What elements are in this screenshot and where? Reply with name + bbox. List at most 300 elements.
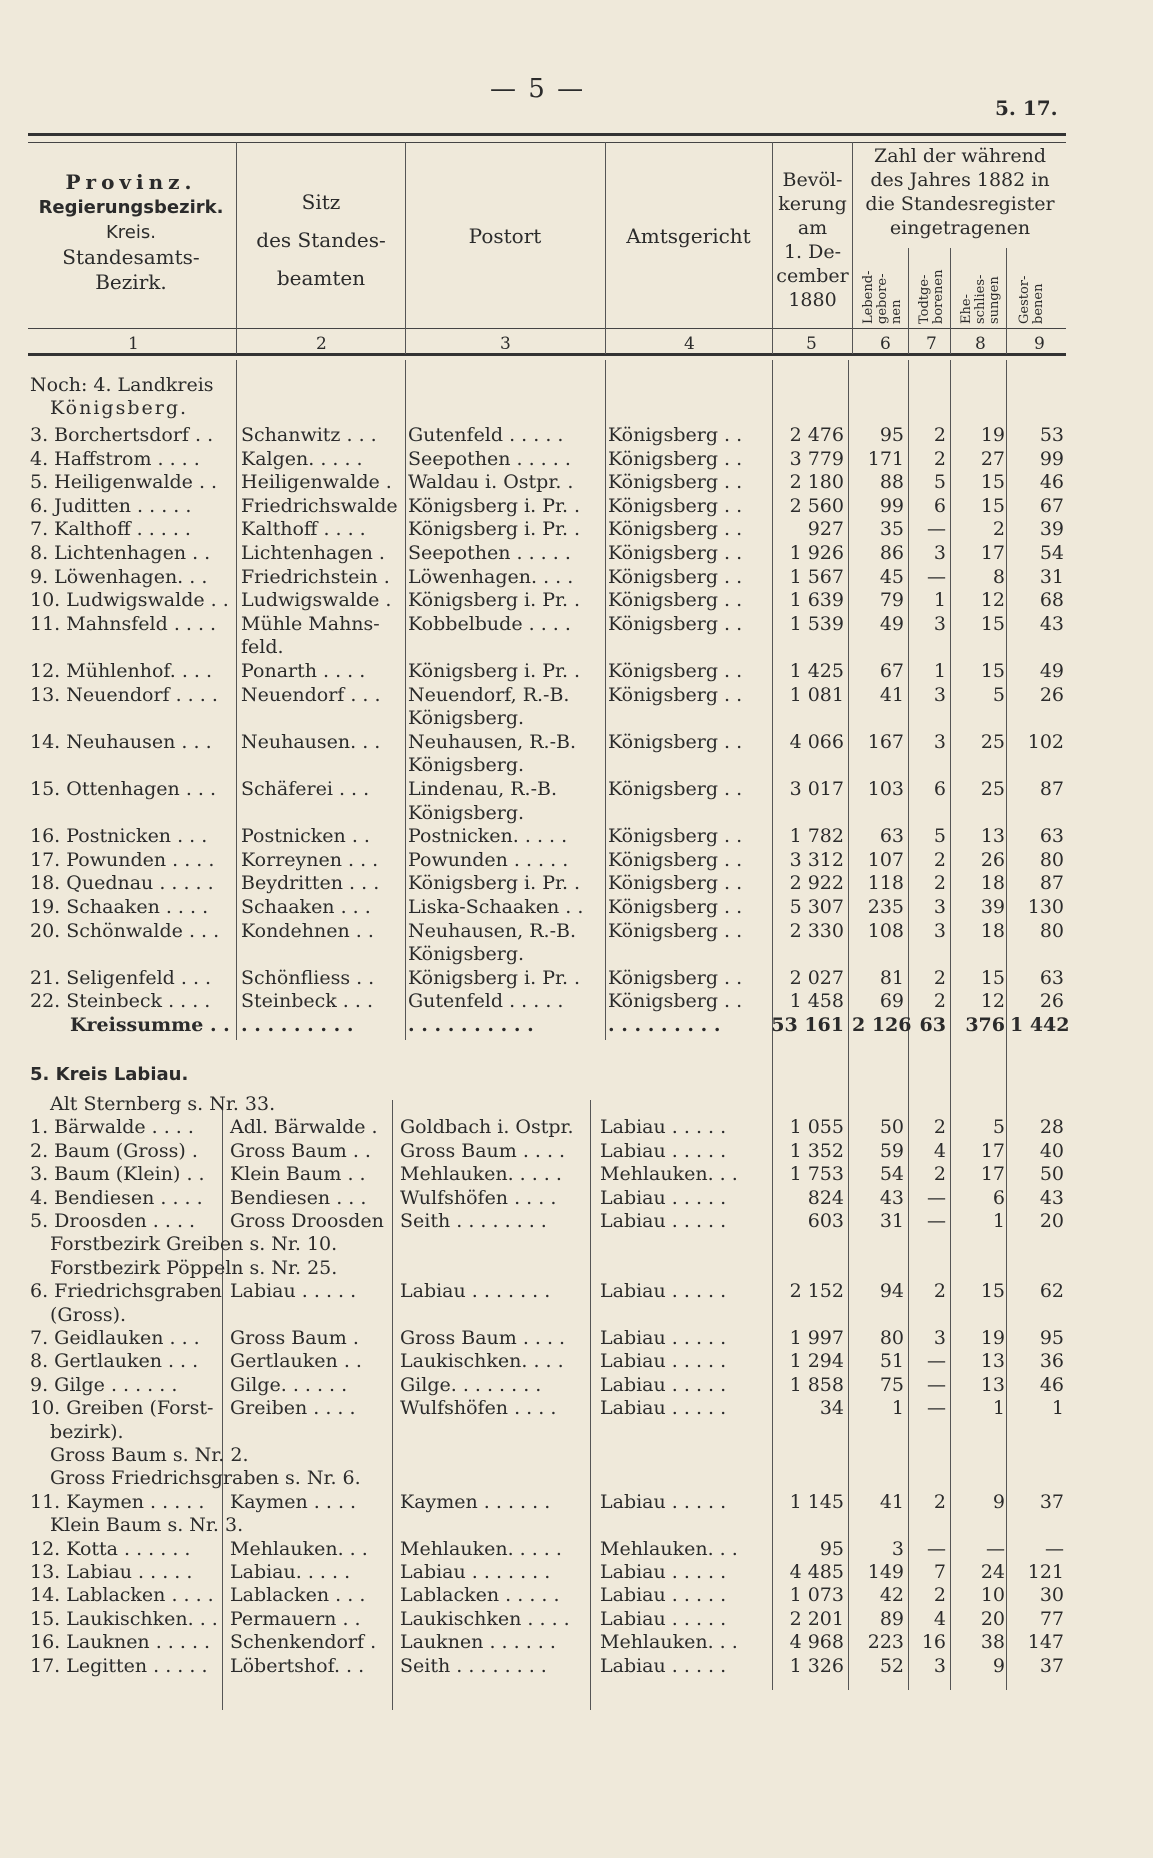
sec5-row bbox=[0, 1654, 1153, 1678]
sec5-cell-court: Labiau . . . . . bbox=[600, 1350, 727, 1373]
header-amtsgericht: Amtsgericht bbox=[626, 224, 751, 248]
sec4-cell-deaths: 43 bbox=[1039, 612, 1064, 635]
header-eheschliessungen: Ehe-schlies-sungen bbox=[959, 274, 1002, 324]
sec5-cell-district: 15. Laukischken. . . bbox=[30, 1607, 218, 1630]
sec4-cell-registrar-seat: Kalgen. . . . . bbox=[241, 447, 363, 470]
sec5-cell-registrar-seat: Adl. Bärwalde . bbox=[230, 1116, 378, 1139]
header-lebendgeborenen: Lebend-gebore-nen bbox=[861, 270, 904, 324]
sec4-cell-court: Königsberg . . bbox=[608, 825, 743, 848]
col-number-6: 6 bbox=[880, 334, 891, 354]
sec4-cell-post-office: Powunden . . . . . bbox=[408, 848, 569, 871]
sec5-cell-population: 1 997 bbox=[789, 1327, 844, 1349]
sec5-row bbox=[0, 1513, 1153, 1537]
sec5-cell-stillbirths: 2 bbox=[933, 1116, 946, 1139]
sec4-row bbox=[0, 848, 1153, 872]
sec4-cell-stillbirths: — bbox=[927, 518, 946, 541]
sec5-cell-marriages: 9 bbox=[992, 1654, 1005, 1677]
sec5-row bbox=[0, 1490, 1153, 1514]
sec5-cell-live-births: 59 bbox=[879, 1139, 904, 1162]
sec5-cell-population: 1 055 bbox=[789, 1116, 844, 1139]
sec5-cell-population: 34 bbox=[819, 1397, 844, 1420]
sec4-cell-deaths: 26 bbox=[1039, 990, 1064, 1013]
sec4-cell-stillbirths: 63 bbox=[919, 1014, 946, 1036]
sec5-row bbox=[0, 1139, 1153, 1163]
sec5-cell-court: Labiau . . . . . bbox=[600, 1584, 727, 1607]
sec4-row bbox=[0, 541, 1153, 565]
sec5-cell-court: Labiau . . . . . bbox=[600, 1607, 727, 1630]
sec5-cell-marriages: 6 bbox=[992, 1186, 1005, 1209]
sec5-cell-population: 1 073 bbox=[789, 1584, 844, 1607]
sec4-cell-post-office: Königsberg i. Pr. . bbox=[408, 872, 581, 895]
sec5-cell-live-births: 54 bbox=[879, 1163, 904, 1186]
sec4-cell-court: Königsberg . . bbox=[608, 919, 743, 942]
sec5-cell-marriages: 19 bbox=[980, 1327, 1005, 1349]
sec5-cell-live-births: 1 bbox=[891, 1397, 904, 1420]
sec5-cell-court: Labiau . . . . . bbox=[600, 1186, 727, 1209]
sec5-cell-post-office: Gross Baum . . . . bbox=[400, 1139, 566, 1162]
sec5-cell-district: 10. Greiben (Forst- bbox=[30, 1397, 214, 1420]
sec4-cell-district: 15. Ottenhagen . . . bbox=[30, 778, 217, 800]
sec4-cell-marriages: 26 bbox=[980, 848, 1005, 871]
sec4-cell-post-office: Königsberg. bbox=[408, 707, 525, 730]
sec5-cell-stillbirths: 4 bbox=[933, 1139, 946, 1162]
sec4-cell-marriages: 15 bbox=[980, 612, 1005, 635]
sec5-cell-post-office: Laukischken . . . . bbox=[400, 1607, 570, 1630]
sec4-cell-population: 1 782 bbox=[789, 825, 844, 848]
sec4-cell-registrar-seat: Lichtenhagen . bbox=[241, 542, 385, 564]
sec4-cell-post-office: Königsberg i. Pr. . bbox=[408, 494, 581, 517]
sec5-cell-court: Labiau . . . . . bbox=[600, 1490, 727, 1513]
sec4-cell-population: 1 567 bbox=[789, 565, 844, 588]
sec4-cell-court: Königsberg . . bbox=[608, 471, 743, 494]
sec5-cell-live-births: 43 bbox=[879, 1186, 904, 1209]
sec4-cell-population: 53 161 bbox=[771, 1014, 844, 1036]
sec5-cell-district: 8. Gertlauken . . . bbox=[30, 1350, 199, 1373]
sec4-row bbox=[0, 588, 1153, 612]
sec4-cell-population: 2 027 bbox=[789, 966, 844, 989]
sec4-cell-court: . . . . . . . . . bbox=[608, 1014, 721, 1036]
sec4-row bbox=[0, 989, 1153, 1013]
sec4-cell-district: 19. Schaaken . . . . bbox=[30, 896, 209, 918]
sec4-cell-live-births: 88 bbox=[879, 471, 904, 494]
sec5-cell-district: 14. Lablacken . . . . bbox=[30, 1584, 214, 1607]
sec5-cell-marriages: 15 bbox=[980, 1280, 1005, 1303]
sec4-cell-deaths: 102 bbox=[1027, 730, 1064, 753]
sec4-row bbox=[0, 494, 1153, 518]
sec5-cell-registrar-seat: Kaymen . . . . bbox=[230, 1490, 357, 1513]
sec5-cell-marriages: 1 bbox=[992, 1210, 1005, 1232]
sec4-cell-deaths: 63 bbox=[1039, 966, 1064, 989]
sec4-cell-court: Königsberg . . bbox=[608, 683, 743, 706]
sec5-cell-district: 17. Legitten . . . . . bbox=[30, 1654, 208, 1677]
sec5-row bbox=[0, 1443, 1153, 1467]
sec5-cell-post-office: Seith . . . . . . . . bbox=[400, 1654, 547, 1677]
sec5-cell-district: 12. Kotta . . . . . . bbox=[30, 1537, 191, 1560]
header-todtgeborenen: Todtge-borenen bbox=[917, 269, 946, 324]
sec5-cell-stillbirths: 2 bbox=[933, 1490, 946, 1513]
sec4-cell-stillbirths: 3 bbox=[933, 919, 946, 942]
sec4-row bbox=[0, 635, 1153, 659]
sec4-cell-marriages: 25 bbox=[980, 778, 1005, 800]
sec5-cell-deaths: 1 bbox=[1051, 1397, 1064, 1420]
sec4-cell-registrar-seat: Heiligenwalde . bbox=[241, 471, 392, 494]
sec5-cell-marriages: 10 bbox=[980, 1584, 1005, 1607]
sec4-row bbox=[0, 966, 1153, 990]
sec5-cell-marriages: 9 bbox=[992, 1490, 1005, 1513]
sec4-cell-district: 3. Borchertsdorf . . bbox=[30, 424, 214, 446]
sec4-cell-registrar-seat: Schönfliess . . bbox=[241, 966, 375, 989]
sec4-cell-court: Königsberg . . bbox=[608, 447, 743, 470]
sec5-cell-post-office: Gross Baum . . . . bbox=[400, 1327, 566, 1349]
sec5-cell-post-office: Wulfshöfen . . . . bbox=[400, 1186, 557, 1209]
sec4-cell-court: Königsberg . . bbox=[608, 990, 743, 1013]
sec5-row bbox=[0, 1326, 1153, 1350]
sec4-cell-court: Königsberg . . bbox=[608, 542, 743, 564]
sec4-cell-stillbirths: 6 bbox=[933, 494, 946, 517]
sec4-cell-live-births: 107 bbox=[867, 848, 904, 871]
sec5-cell-district: bezirk). bbox=[50, 1420, 124, 1443]
sec5-cell-live-births: 94 bbox=[879, 1280, 904, 1303]
sec4-cell-registrar-seat: Schäferei . . . bbox=[241, 778, 370, 800]
sec4-cell-deaths: 87 bbox=[1039, 778, 1064, 800]
col-number-7: 7 bbox=[926, 334, 937, 354]
sec5-row bbox=[0, 1420, 1153, 1444]
sec5-cell-registrar-seat: Gilge. . . . . . bbox=[230, 1373, 348, 1396]
sec4-cell-deaths: 31 bbox=[1039, 565, 1064, 588]
header-bottom-rule bbox=[28, 353, 1066, 356]
sec4-cell-deaths: 67 bbox=[1039, 494, 1064, 517]
sec5-cell-deaths: 37 bbox=[1039, 1654, 1064, 1677]
sec5-cell-stillbirths: 4 bbox=[933, 1607, 946, 1630]
sec4-cell-live-births: 63 bbox=[879, 825, 904, 848]
header-provinz: Provinz. bbox=[65, 170, 197, 194]
sec4-cell-population: 1 425 bbox=[789, 660, 844, 682]
sec5-cell-population: 2 201 bbox=[789, 1607, 844, 1630]
sec4-cell-stillbirths: 1 bbox=[933, 660, 946, 682]
sec4-cell-stillbirths: 2 bbox=[933, 447, 946, 470]
header-col2 bbox=[238, 183, 404, 297]
sec4-cell-live-births: 49 bbox=[879, 612, 904, 635]
sec4-row bbox=[0, 871, 1153, 895]
sec4-cell-district: 10. Ludwigswalde . . bbox=[30, 589, 229, 612]
sec4-row bbox=[0, 612, 1153, 636]
sec5-cell-marriages: 13 bbox=[980, 1373, 1005, 1396]
sec4-cell-population: 3 017 bbox=[789, 778, 844, 800]
sec4-cell-district: 6. Juditten . . . . . bbox=[30, 494, 192, 517]
col-number-9: 9 bbox=[1034, 334, 1045, 354]
header-beamten: beamten bbox=[276, 266, 366, 290]
sec5-cell-court: Labiau . . . . . bbox=[600, 1116, 727, 1139]
sec4-cell-live-births: 167 bbox=[867, 730, 904, 753]
sec4-cell-stillbirths: 2 bbox=[933, 966, 946, 989]
section-4-title: Noch: 4. Landkreis bbox=[30, 374, 214, 396]
sec4-cell-stillbirths: 1 bbox=[933, 589, 946, 612]
sec4-cell-population: 4 066 bbox=[789, 730, 844, 753]
sec4-cell-stillbirths: 5 bbox=[933, 471, 946, 494]
sec4-cell-court: Königsberg . . bbox=[608, 612, 743, 635]
sec5-cell-deaths: 43 bbox=[1039, 1186, 1064, 1209]
sec5-cell-court: Labiau . . . . . bbox=[600, 1327, 727, 1349]
sec5-cell-district: 9. Gilge . . . . . . bbox=[30, 1373, 178, 1396]
sec4-cell-registrar-seat: Neuhausen. . . bbox=[241, 730, 381, 753]
header-group-line2: des Jahres 1882 in bbox=[870, 169, 1050, 191]
sec5-cell-deaths: — bbox=[1045, 1537, 1064, 1560]
sec4-cell-post-office: Seepothen . . . . . bbox=[408, 542, 571, 564]
sec5-row bbox=[0, 1092, 1153, 1116]
sec5-cell-post-office: Lauknen . . . . . . bbox=[400, 1631, 556, 1654]
sec4-row bbox=[0, 777, 1153, 801]
sec5-cell-court: Labiau . . . . . bbox=[600, 1397, 727, 1420]
sec5-cell-court: Labiau . . . . . bbox=[600, 1373, 727, 1396]
sec5-cell-post-office: Labiau . . . . . . . bbox=[400, 1280, 551, 1303]
sec5-cell-population: 603 bbox=[807, 1210, 844, 1232]
sec4-cell-deaths: 49 bbox=[1039, 660, 1064, 682]
sec4-cell-district: 11. Mahnsfeld . . . . bbox=[30, 612, 217, 635]
sec4-cell-live-births: 171 bbox=[867, 447, 904, 470]
sec5-cell-stillbirths: 16 bbox=[921, 1631, 946, 1654]
sec4-cell-stillbirths: 6 bbox=[933, 778, 946, 800]
sec4-cell-population: 2 922 bbox=[789, 872, 844, 895]
sec4-row bbox=[0, 565, 1153, 589]
sec4-cell-district: 14. Neuhausen . . . bbox=[30, 730, 212, 753]
sec5-cell-stillbirths: — bbox=[927, 1373, 946, 1396]
sec4-cell-court: Königsberg . . bbox=[608, 730, 743, 753]
header-postort: Postort bbox=[468, 224, 542, 248]
sec4-cell-deaths: 87 bbox=[1039, 872, 1064, 895]
sec5-row bbox=[0, 1583, 1153, 1607]
header-divider-8 bbox=[1006, 248, 1007, 354]
sec4-cell-stillbirths: 3 bbox=[933, 730, 946, 753]
sec4-cell-live-births: 103 bbox=[867, 778, 904, 800]
sec5-cell-district: Gross Friedrichsgraben s. Nr. 6. bbox=[50, 1467, 361, 1490]
header-bevoel: Bevöl- bbox=[782, 169, 843, 191]
header-divider-5 bbox=[852, 142, 853, 354]
sec4-row bbox=[0, 683, 1153, 707]
sec5-cell-post-office: Laukischken. . . . bbox=[400, 1350, 564, 1373]
sec5-cell-registrar-seat: Löbertshof. . . bbox=[230, 1654, 365, 1677]
sec4-row bbox=[0, 824, 1153, 848]
sec5-cell-live-births: 80 bbox=[879, 1327, 904, 1349]
header-des-standes: des Standes- bbox=[256, 228, 386, 252]
sec4-cell-marriages: 15 bbox=[980, 494, 1005, 517]
sec4-cell-post-office: Postnicken. . . . . bbox=[408, 825, 568, 848]
sec5-cell-post-office: Labiau . . . . . . . bbox=[400, 1561, 551, 1583]
sec4-cell-marriages: 19 bbox=[980, 424, 1005, 446]
sec4-cell-population: 1 458 bbox=[789, 990, 844, 1013]
sec4-cell-post-office: Königsberg i. Pr. . bbox=[408, 589, 581, 612]
sec5-cell-deaths: 147 bbox=[1027, 1631, 1064, 1654]
sec5-cell-deaths: 20 bbox=[1039, 1210, 1064, 1232]
header-col1 bbox=[28, 170, 234, 295]
sec5-cell-registrar-seat: Greiben . . . . bbox=[230, 1397, 356, 1420]
sec5-cell-district: 2. Baum (Gross) . bbox=[30, 1139, 198, 1162]
sec5-row bbox=[0, 1186, 1153, 1210]
sec4-cell-district: 7. Kalthoff . . . . . bbox=[30, 518, 191, 541]
sec4-cell-population: 1 639 bbox=[789, 589, 844, 612]
sec4-cell-post-office: Königsberg i. Pr. . bbox=[408, 966, 581, 989]
sec4-cell-district: 4. Haffstrom . . . . bbox=[30, 447, 200, 470]
sec4-cell-registrar-seat: Korreynen . . . bbox=[241, 848, 379, 871]
sec5-cell-registrar-seat: Klein Baum . . bbox=[230, 1163, 366, 1186]
sec4-cell-marriages: 376 bbox=[965, 1014, 1005, 1036]
sec5-cell-deaths: 36 bbox=[1039, 1350, 1064, 1373]
header-1880: 1880 bbox=[788, 289, 837, 311]
sec4-cell-court: Königsberg . . bbox=[608, 848, 743, 871]
page-reference: 5. 17. bbox=[995, 96, 1058, 120]
sec5-cell-live-births: 75 bbox=[879, 1373, 904, 1396]
sec4-cell-district: 12. Mühlenhof. . . . bbox=[30, 660, 213, 682]
sec4-cell-registrar-seat: feld. bbox=[241, 636, 284, 659]
sec4-cell-court: Königsberg . . bbox=[608, 494, 743, 517]
sec4-cell-live-births: 108 bbox=[867, 919, 904, 942]
header-regierungsbezirk: Regierungsbezirk. bbox=[38, 197, 224, 218]
sec5-cell-district: (Gross). bbox=[50, 1303, 127, 1326]
sec5-cell-district: Gross Baum s. Nr. 2. bbox=[50, 1444, 249, 1466]
sec4-cell-marriages: 13 bbox=[980, 825, 1005, 848]
sec4-cell-post-office: Löwenhagen. . . . bbox=[408, 565, 574, 588]
sec5-row bbox=[0, 1373, 1153, 1397]
sec5-row bbox=[0, 1396, 1153, 1420]
sec5-cell-registrar-seat: Permauern . . bbox=[230, 1607, 361, 1630]
sec4-cell-population: 2 560 bbox=[789, 494, 844, 517]
sec4-cell-deaths: 63 bbox=[1039, 825, 1064, 848]
sec4-cell-deaths: 68 bbox=[1039, 589, 1064, 612]
header-gestorbenen: Gestor-benen bbox=[1017, 275, 1046, 324]
header-am: am bbox=[797, 217, 828, 239]
sec5-cell-district: Alt Sternberg s. Nr. 33. bbox=[50, 1093, 276, 1115]
sec5-cell-post-office: Mehlauken. . . . . bbox=[400, 1163, 562, 1186]
section-5-title: 5. Kreis Labiau. bbox=[30, 1064, 189, 1085]
sec5-row bbox=[0, 1162, 1153, 1186]
sec5-cell-deaths: 46 bbox=[1039, 1373, 1064, 1396]
sec5-cell-stillbirths: 2 bbox=[933, 1584, 946, 1607]
sec4-cell-live-births: 86 bbox=[879, 542, 904, 564]
sec5-cell-population: 4 485 bbox=[789, 1561, 844, 1583]
sec5-cell-stillbirths: 7 bbox=[933, 1561, 946, 1583]
sec5-cell-population: 4 968 bbox=[789, 1631, 844, 1654]
sec5-cell-live-births: 89 bbox=[879, 1607, 904, 1630]
sec4-cell-registrar-seat: Mühle Mahns- bbox=[241, 612, 380, 635]
sec5-cell-stillbirths: — bbox=[927, 1350, 946, 1373]
sec4-cell-stillbirths: — bbox=[927, 565, 946, 588]
sec4-cell-live-births: 45 bbox=[879, 565, 904, 588]
sec4-cell-registrar-seat: Kondehnen . . bbox=[241, 919, 374, 942]
top-rule bbox=[28, 133, 1066, 136]
sec4-cell-deaths: 39 bbox=[1039, 518, 1064, 541]
sec5-cell-population: 95 bbox=[819, 1537, 844, 1560]
sec5-cell-population: 1 294 bbox=[789, 1350, 844, 1373]
sec5-cell-deaths: 37 bbox=[1039, 1490, 1064, 1513]
sec5-cell-population: 1 858 bbox=[789, 1373, 844, 1396]
sec5-cell-court: Mehlauken. . . bbox=[600, 1163, 738, 1186]
sec4-cell-registrar-seat: Neuendorf . . . bbox=[241, 683, 381, 706]
sec5-cell-population: 1 145 bbox=[789, 1490, 844, 1513]
sec5-cell-district: 16. Lauknen . . . . . bbox=[30, 1631, 211, 1654]
header-standesamts-bezirk: Standesamts-Bezirk. bbox=[62, 245, 200, 294]
sec4-cell-stillbirths: 2 bbox=[933, 872, 946, 895]
sec4-cell-stillbirths: 3 bbox=[933, 542, 946, 564]
sec4-cell-deaths: 26 bbox=[1039, 683, 1064, 706]
sec4-cell-post-office: Königsberg i. Pr. . bbox=[408, 660, 581, 682]
sec4-cell-court: Königsberg . . bbox=[608, 778, 743, 800]
sec4-cell-registrar-seat: Postnicken . . bbox=[241, 825, 370, 848]
page-number: — 5 — bbox=[490, 74, 586, 104]
sec5-cell-post-office: Goldbach i. Ostpr. bbox=[400, 1116, 574, 1139]
header-kerung: kerung bbox=[778, 193, 847, 215]
header-divider-2 bbox=[405, 142, 406, 354]
sec4-cell-stillbirths: 3 bbox=[933, 683, 946, 706]
sec5-row bbox=[0, 1115, 1153, 1139]
sec5-row bbox=[0, 1607, 1153, 1631]
sec5-cell-post-office: Mehlauken. . . . . bbox=[400, 1537, 562, 1560]
header-col5 bbox=[774, 168, 851, 312]
sec5-cell-deaths: 121 bbox=[1027, 1561, 1064, 1583]
sec4-row bbox=[0, 706, 1153, 730]
sec5-cell-post-office: Gilge. . . . . . . . bbox=[400, 1373, 542, 1396]
sec4-cell-stillbirths: 2 bbox=[933, 848, 946, 871]
sec5-cell-population: 1 352 bbox=[789, 1139, 844, 1162]
sec4-cell-post-office: Königsberg i. Pr. . bbox=[408, 518, 581, 541]
sec5-cell-population: 2 152 bbox=[789, 1280, 844, 1303]
sec5-row bbox=[0, 1303, 1153, 1327]
sec5-cell-deaths: 30 bbox=[1039, 1584, 1064, 1607]
sec5-row bbox=[0, 1256, 1153, 1280]
sec5-cell-district: Klein Baum s. Nr. 3. bbox=[50, 1514, 244, 1537]
sec4-row bbox=[0, 730, 1153, 754]
sec5-cell-live-births: 51 bbox=[879, 1350, 904, 1373]
sec4-cell-post-office: Seepothen . . . . . bbox=[408, 447, 571, 470]
sec5-cell-live-births: 42 bbox=[879, 1584, 904, 1607]
sec5-cell-stillbirths: — bbox=[927, 1210, 946, 1232]
sec4-cell-registrar-seat: Schanwitz . . . bbox=[241, 424, 377, 446]
sec5-cell-stillbirths: 2 bbox=[933, 1163, 946, 1186]
sec4-cell-marriages: 39 bbox=[980, 896, 1005, 918]
sec4-cell-district: 16. Postnicken . . . bbox=[30, 825, 208, 848]
top-rule-thin bbox=[28, 142, 1066, 143]
sec5-cell-district: Forstbezirk Greiben s. Nr. 10. bbox=[50, 1233, 338, 1256]
sec5-cell-stillbirths: 3 bbox=[933, 1327, 946, 1349]
sec5-cell-court: Labiau . . . . . bbox=[600, 1654, 727, 1677]
sec5-row bbox=[0, 1466, 1153, 1490]
sec4-cell-registrar-seat: Schaaken . . . bbox=[241, 896, 371, 918]
sec4-cell-court: Königsberg . . bbox=[608, 424, 743, 446]
sec5-cell-registrar-seat: Labiau . . . . . bbox=[230, 1280, 357, 1303]
sec4-cell-district: 17. Powunden . . . . bbox=[30, 848, 215, 871]
sec4-row bbox=[0, 895, 1153, 919]
sec4-cell-population: 3 312 bbox=[789, 848, 844, 871]
header-divider-4 bbox=[772, 142, 773, 354]
sec4-cell-district: 13. Neuendorf . . . . bbox=[30, 683, 218, 706]
sec4-cell-live-births: 81 bbox=[879, 966, 904, 989]
col-number-1: 1 bbox=[128, 334, 139, 354]
sec5-cell-marriages: 17 bbox=[980, 1139, 1005, 1162]
sec4-cell-live-births: 99 bbox=[879, 494, 904, 517]
sec5-row bbox=[0, 1560, 1153, 1584]
sec4-cell-population: 1 926 bbox=[789, 542, 844, 564]
sec5-cell-deaths: 95 bbox=[1039, 1327, 1064, 1349]
sec4-cell-live-births: 2 126 bbox=[852, 1014, 912, 1036]
sec5-cell-district: 6. Friedrichsgraben bbox=[30, 1280, 222, 1303]
sec4-cell-district: 8. Lichtenhagen . . bbox=[30, 542, 211, 564]
sec4-cell-court: Königsberg . . bbox=[608, 518, 743, 541]
sec4-cell-district: 5. Heiligenwalde . . bbox=[30, 471, 218, 494]
sec4-cell-live-births: 41 bbox=[879, 683, 904, 706]
sec4-cell-district: Kreissumme . . bbox=[70, 1014, 230, 1036]
col-number-5: 5 bbox=[806, 334, 817, 354]
sec4-cell-district: 20. Schönwalde . . . bbox=[30, 919, 220, 942]
sec5-cell-district: 5. Droosden . . . . bbox=[30, 1210, 196, 1232]
sec5-row bbox=[0, 1537, 1153, 1561]
